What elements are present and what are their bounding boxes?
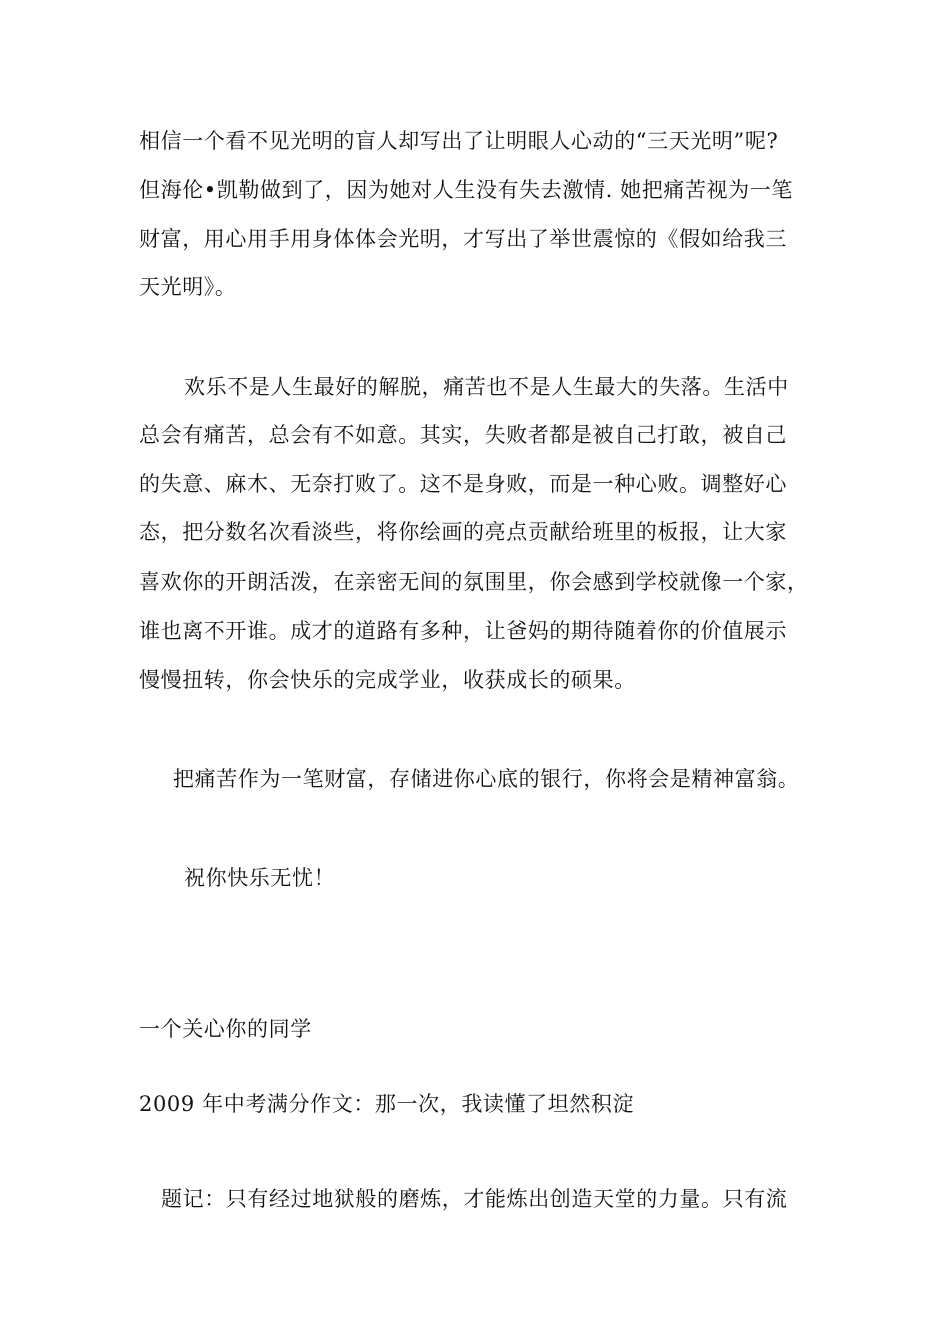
signature-line: 一个关心你的同学 <box>139 1017 312 1041</box>
paragraph-line-3: 财富，用心用手用身体体会光明，才写出了举世震惊的《假如给我三 <box>139 227 787 251</box>
epigraph-line: 题记：只有经过地狱般的磨炼，才能炼出创造天堂的力量。只有流 <box>161 1187 788 1211</box>
paragraph-line-5: 欢乐不是人生最好的解脱，痛苦也不是人生最大的失落。生活中 <box>184 375 789 399</box>
paragraph-line-4: 天光明》。 <box>139 275 237 299</box>
paragraph-line-10: 谁也离不开谁。成才的道路有多种，让爸妈的期待随着你的价值展示 <box>139 619 787 643</box>
paragraph-line-12: 把痛苦作为一笔财富，存储进你心底的银行，你将会是精神富翁。 <box>173 767 800 791</box>
paragraph-line-11: 慢慢扭转，你会快乐的完成学业，收获成长的硕果。 <box>139 668 636 692</box>
paragraph-line-9: 喜欢你的开朗活泼，在亲密无间的氛围里，你会感到学校就像一个家， <box>139 570 809 594</box>
paragraph-line-7: 的失意、麻木、无奈打败了。这不是身败，而是一种心败。调整好心 <box>139 472 787 496</box>
paragraph-line-1: 相信一个看不见光明的盲人却写出了让明眼人心动的“三天光明”呢? <box>139 129 779 153</box>
paragraph-line-8: 态，把分数名次看淡些，将你绘画的亮点贡献给班里的板报，让大家 <box>139 520 787 544</box>
closing-wish: 祝你快乐无忧！ <box>184 866 336 890</box>
paragraph-line-2: 但海伦•凯勒做到了，因为她对人生没有失去激情. 她把痛苦视为一笔 <box>139 178 793 202</box>
essay-title: 2009 年中考满分作文：那一次，我读懂了坦然积淀 <box>139 1092 635 1116</box>
paragraph-line-6: 总会有痛苦，总会有不如意。其实，失败者都是被自己打敢，被自己 <box>139 423 787 447</box>
